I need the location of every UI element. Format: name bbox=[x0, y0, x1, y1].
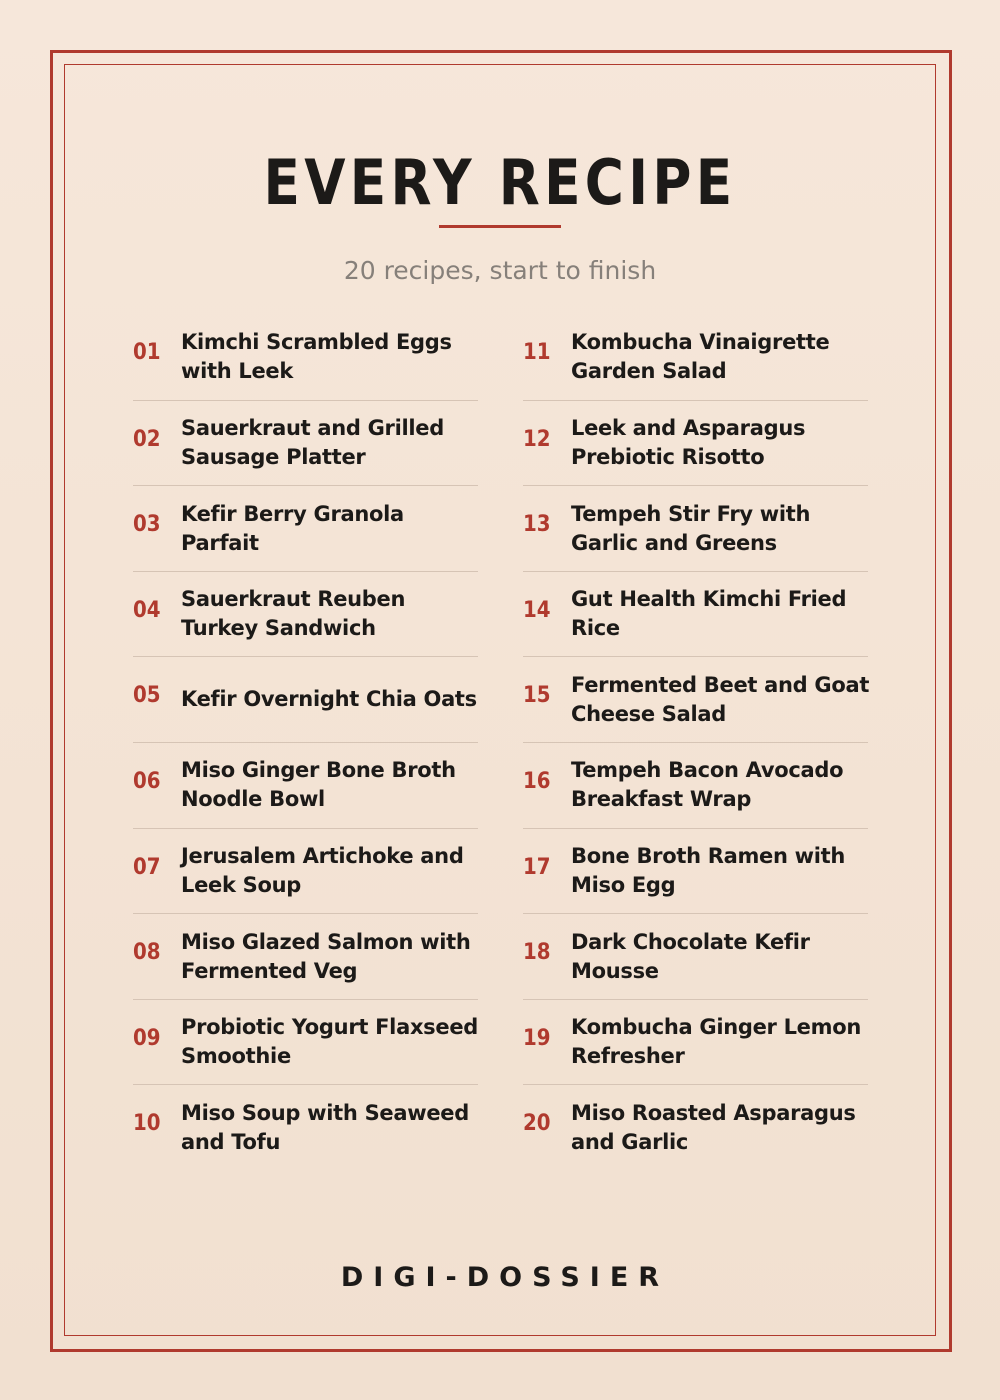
recipe-name: Sauerkraut and Grilled Sausage Platter bbox=[181, 416, 444, 470]
recipe-name: Kimchi Scrambled Eggs with Leek bbox=[181, 329, 452, 383]
recipe-name: Bone Broth Ramen with Miso Egg bbox=[571, 844, 846, 898]
recipe-number: 16 bbox=[523, 768, 551, 794]
recipe-number: 03 bbox=[133, 512, 161, 538]
recipe-name: Dark Chocolate Kefir Mousse bbox=[571, 929, 810, 983]
recipe-number: 17 bbox=[523, 854, 551, 880]
recipe-item bbox=[133, 314, 478, 400]
recipe-name: Tempeh Bacon Avocado Breakfast Wrap bbox=[571, 758, 844, 812]
recipe-number: 15 bbox=[523, 683, 551, 709]
recipe-number: 01 bbox=[133, 340, 161, 365]
recipe-number: 14 bbox=[523, 597, 551, 623]
recipe-item bbox=[523, 742, 868, 828]
recipe-number: 18 bbox=[523, 940, 551, 966]
recipe-number: 13 bbox=[523, 512, 551, 538]
recipe-name: Gut Health Kimchi Fried Rice bbox=[571, 587, 847, 641]
recipe-number: 02 bbox=[133, 426, 161, 452]
recipe-number: 06 bbox=[133, 768, 161, 794]
recipe-name: Kombucha Vinaigrette Garden Salad bbox=[571, 329, 830, 383]
brand-footer: DIGI-DOSSIER bbox=[340, 1262, 670, 1293]
page-subtitle: 20 recipes, start to finish bbox=[343, 256, 657, 285]
recipe-number: 05 bbox=[133, 683, 161, 709]
recipe-item bbox=[523, 656, 868, 742]
recipe-name: Miso Ginger Bone Broth Noodle Bowl bbox=[181, 758, 456, 812]
recipe-name: Jerusalem Artichoke and Leek Soup bbox=[181, 844, 464, 898]
recipe-name: Kombucha Ginger Lemon Refresher bbox=[571, 1015, 861, 1069]
recipe-item bbox=[523, 485, 868, 571]
recipe-item bbox=[133, 999, 478, 1085]
recipe-list-right bbox=[523, 314, 868, 1170]
recipe-number: 12 bbox=[523, 426, 551, 452]
recipe-number: 10 bbox=[133, 1111, 161, 1137]
recipe-item bbox=[523, 314, 868, 400]
title-underline bbox=[439, 225, 561, 228]
recipe-name: Probiotic Yogurt Flaxseed Smoothie bbox=[181, 1015, 479, 1069]
recipe-item bbox=[133, 400, 478, 486]
recipe-name: Sauerkraut Reuben Turkey Sandwich bbox=[181, 587, 406, 641]
recipe-number: 19 bbox=[523, 1025, 551, 1051]
recipe-name: Kefir Berry Granola Parfait bbox=[181, 501, 404, 555]
recipe-item bbox=[133, 656, 478, 742]
recipe-name: Fermented Beet and Goat Cheese Salad bbox=[571, 672, 870, 726]
recipe-number: 20 bbox=[523, 1111, 551, 1137]
recipe-item bbox=[133, 485, 478, 571]
recipe-item bbox=[133, 742, 478, 828]
recipe-name: Miso Soup with Seaweed and Tofu bbox=[181, 1100, 469, 1154]
recipe-name: Leek and Asparagus Prebiotic Risotto bbox=[571, 416, 806, 470]
recipe-item bbox=[523, 913, 868, 999]
recipe-number: 04 bbox=[133, 597, 161, 623]
recipe-number: 08 bbox=[133, 940, 161, 966]
recipe-name: Miso Roasted Asparagus and Garlic bbox=[571, 1100, 856, 1154]
recipe-item bbox=[133, 571, 478, 657]
recipe-name: Kefir Overnight Chia Oats bbox=[181, 687, 477, 712]
recipe-item bbox=[523, 999, 868, 1085]
recipe-item bbox=[133, 913, 478, 999]
recipe-item bbox=[523, 1084, 868, 1170]
page-title: EVERY RECIPE bbox=[263, 146, 737, 219]
recipe-list-left bbox=[133, 314, 478, 1170]
recipe-number: 07 bbox=[133, 854, 161, 880]
recipe-item bbox=[523, 400, 868, 486]
recipe-item bbox=[523, 571, 868, 657]
recipe-number: 11 bbox=[523, 340, 551, 365]
recipe-name: Tempeh Stir Fry with Garlic and Greens bbox=[571, 501, 811, 555]
recipe-number: 09 bbox=[133, 1025, 161, 1051]
recipe-item bbox=[133, 828, 478, 914]
recipe-name: Miso Glazed Salmon with Fermented Veg bbox=[181, 929, 471, 983]
recipe-item bbox=[133, 1084, 478, 1170]
recipe-item bbox=[523, 828, 868, 914]
